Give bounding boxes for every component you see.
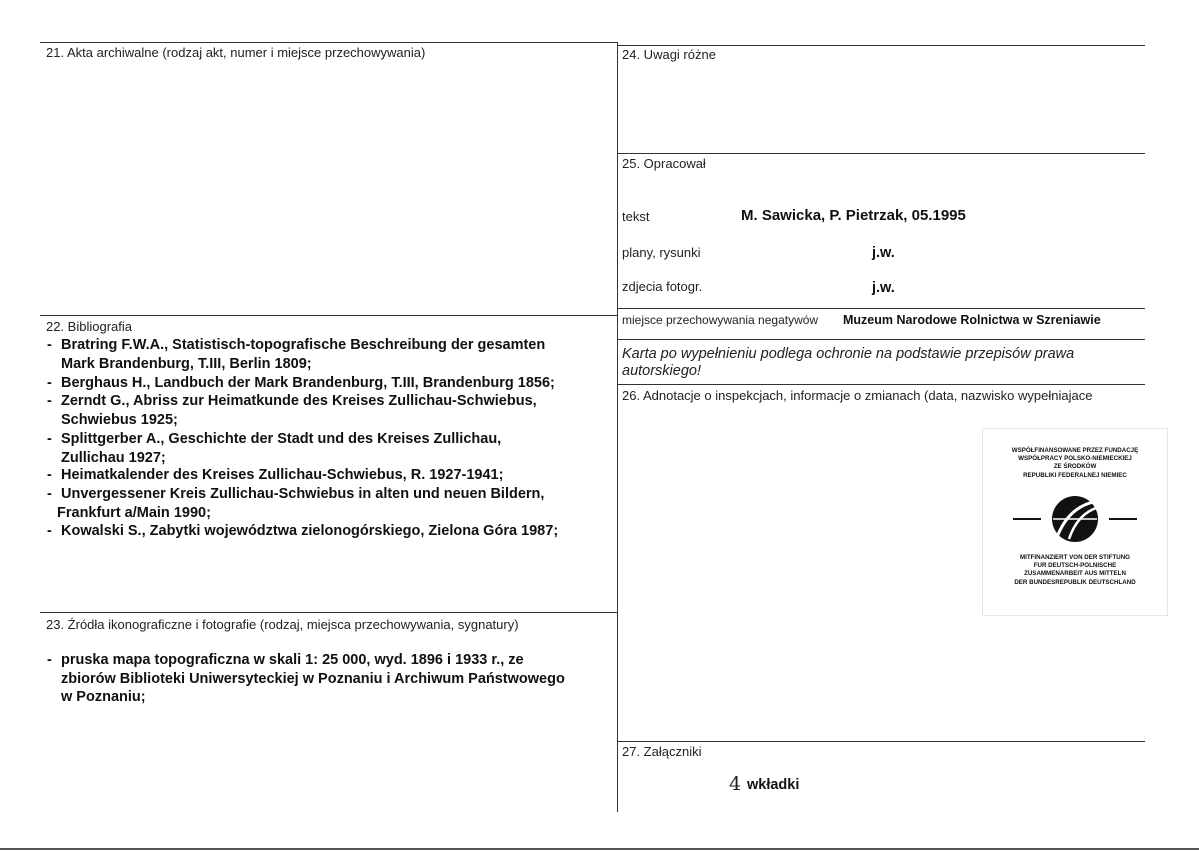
bibliography-entry: - Heimatkalender des Kreises Zullichau-Schwiebus, R. 1927-1941; — [47, 467, 504, 483]
bibliography-entry: - Kowalski S., Zabytki województwa zielonogórskiego, Zielona Góra 1987; — [47, 523, 559, 539]
rule-26 — [618, 384, 1145, 385]
section-27-label: 27. Załączniki — [622, 744, 702, 759]
attachment-count: 4 — [729, 773, 742, 795]
section-26-label: 26. Adnotacje o inspekcjach, informacje o zmianach (data, nazwisko wypełniajace — [622, 388, 1093, 403]
rule-note — [618, 339, 1145, 340]
rule-top-left — [40, 42, 618, 43]
rule-27 — [618, 741, 1145, 742]
column-divider — [617, 42, 618, 812]
section-23-label: 23. Źródła ikonograficzne i fotografie (rodzaj, miejsca przechowywania, sygnatury) — [46, 617, 519, 632]
bibliography-entry: - Splittgerber A., Geschichte der Stadt und des Kreises Zullichau, Zullichau 1927; — [47, 431, 502, 466]
rule-23 — [40, 612, 618, 613]
section-22-label: 22. Bibliografia — [46, 319, 132, 334]
rule-25 — [618, 153, 1145, 154]
miejsce-label: miejsce przechowywania negatywów — [622, 313, 819, 327]
stamp-polish-text: WSPÓŁFINANSOWANE PRZEZ FUNDACJĘ WSPÓŁPRACY POLSKO-NIEMIECKIEJ ZE ŚRODKÓW REPUBLIKI FEDERALNEJ NIEMIEC — [1011, 447, 1139, 479]
zdjecia-label: zdjecia fotogr. — [622, 279, 703, 294]
zdjecia-value: j.w. — [872, 280, 895, 296]
attachment-count-label: wkładki — [747, 777, 800, 793]
funding-stamp — [982, 428, 1168, 616]
bibliography-entry: - Unvergessener Kreis Zullichau-Schwiebus in alten und neuen Bildern, Frankfurt a/Main 1990; — [47, 486, 545, 521]
bibliography-entry: - Bratring F.W.A., Statistisch-topografische Beschreibung der gesamten Mark Brandenburg, T.III, Berlin 1809; — [47, 337, 546, 372]
rule-miejsce — [618, 308, 1145, 309]
plany-value: j.w. — [872, 245, 895, 261]
copyright-note: Karta po wypełnieniu podlega ochronie na podstawie przepisów prawa autorskiego! — [622, 346, 1075, 379]
section-21-label: 21. Akta archiwalne (rodzaj akt, numer i miejsce przechowywania) — [46, 45, 426, 60]
rule-bottom — [0, 848, 1199, 850]
section-24-label: 24. Uwagi różne — [622, 47, 716, 62]
plany-label: plany, rysunki — [622, 245, 701, 260]
bibliography-entry: - Berghaus H., Landbuch der Mark Brandenburg, T.III, Brandenburg 1856; — [47, 375, 555, 391]
tekst-label: tekst — [622, 209, 650, 224]
bibliography-entry: - Zerndt G., Abriss zur Heimatkunde des Kreises Zullichau-Schwiebus, Schwiebus 1925; — [47, 393, 537, 428]
miejsce-value: Muzeum Narodowe Rolnictwa w Szreniawie — [843, 313, 1101, 327]
section-25-label: 25. Opracował — [622, 156, 706, 171]
stamp-german-text: MITFINANZIERT VON DER STIFTUNG FUR DEUTSCH-POLNISCHE ZUSAMMENARBEIT AUS MITTELN DER BUNDESREPUBLIK DEUTSCHLAND — [1014, 554, 1136, 586]
iconography-entry: - pruska mapa topograficzna w skali 1: 25 000, wyd. 1896 i 1933 r., ze zbiorów Biblioteki Uniwersyteckiej w Poznaniu i Archiwum Państwowego w Poznaniu; — [47, 652, 565, 705]
tekst-value: M. Sawicka, P. Pietrzak, 05.1995 — [741, 207, 966, 224]
rule-22 — [40, 315, 618, 316]
rule-top-right — [618, 45, 1145, 46]
foundation-logo-icon — [1013, 495, 1137, 543]
